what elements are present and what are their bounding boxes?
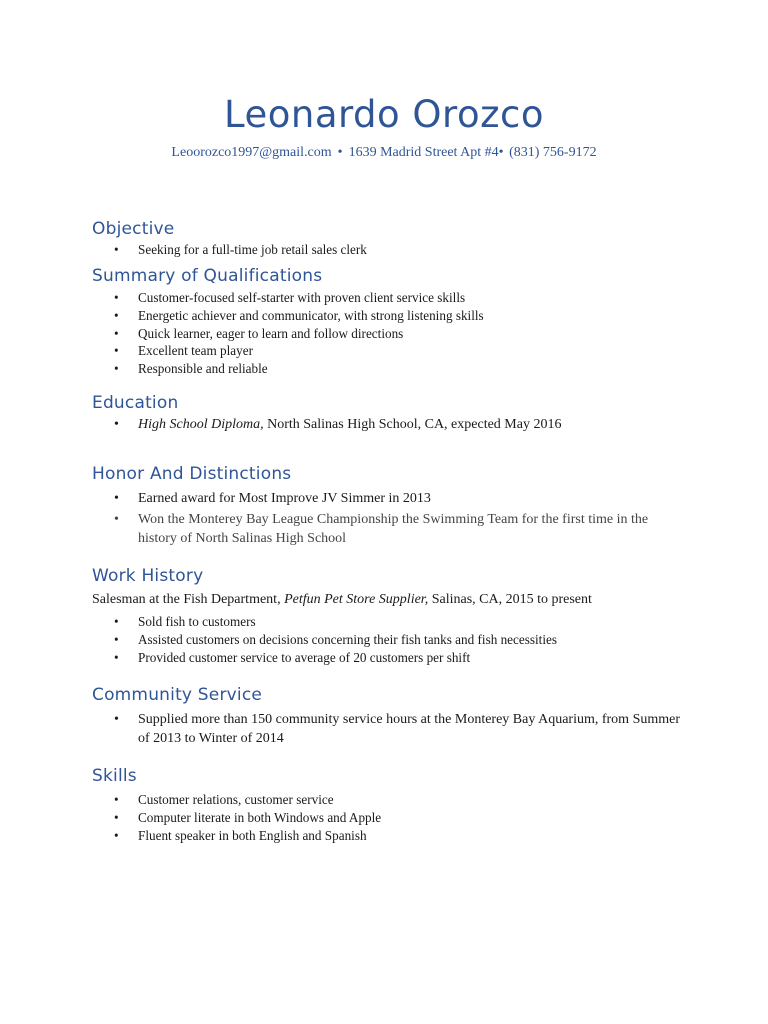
skills-list — [92, 791, 682, 844]
list-item: • Energetic achiever and communicator, with strong listening skills — [92, 307, 682, 325]
list-item: • Won the Monterey Bay League Championship the Swimming Team for the first time in the history of North Salinas High School — [92, 510, 682, 548]
work-position-line — [92, 592, 592, 608]
list-item: • Provided customer service to average of 20 customers per shift — [92, 649, 682, 667]
list-item: • Supplied more than 150 community service hours at the Monterey Bay Aquarium, from Summer of 2013 to Winter of 2014 — [92, 710, 682, 748]
work-position: Salesman at the Fish Department, — [92, 592, 285, 607]
section-title-work-history: Work History — [92, 566, 204, 586]
education-degree: High School Diploma, — [138, 417, 264, 432]
list-item: • Responsible and reliable — [92, 360, 682, 378]
list-item: • Excellent team player — [92, 342, 682, 360]
section-title-honors: Honor And Distinctions — [92, 464, 292, 484]
list-item: • Customer relations, customer service — [92, 791, 682, 809]
list-item — [92, 415, 682, 434]
education-details: North Salinas High School, CA, expected May 2016 — [263, 417, 562, 432]
work-list — [92, 613, 682, 666]
list-item: • Seeking for a full-time job retail sales clerk — [92, 241, 682, 259]
contact-line — [0, 145, 768, 161]
section-title-objective: Objective — [92, 219, 175, 239]
section-title-education: Education — [92, 393, 179, 413]
list-item: • Assisted customers on decisions concerning their fish tanks and fish necessities — [92, 631, 682, 649]
education-list — [92, 415, 682, 434]
honors-list — [92, 489, 682, 548]
list-item: • Sold fish to customers — [92, 613, 682, 631]
contact-separator: • — [498, 145, 504, 160]
contact-separator: • — [337, 145, 343, 160]
contact-email: Leoorozco1997@gmail.com — [171, 145, 332, 160]
work-location-dates: Salinas, CA, 2015 to present — [428, 592, 592, 607]
qualifications-list — [92, 289, 682, 378]
list-item: • Customer-focused self-starter with proven client service skills — [92, 289, 682, 307]
list-item: • Earned award for Most Improve JV Simmer in 2013 — [92, 489, 682, 508]
contact-phone: (831) 756-9172 — [509, 145, 597, 160]
resume-name: Leonardo Orozco — [224, 93, 544, 136]
section-title-community-service: Community Service — [92, 685, 263, 705]
list-item: • Fluent speaker in both English and Spanish — [92, 827, 682, 845]
section-title-qualifications: Summary of Qualifications — [92, 266, 323, 286]
contact-address: 1639 Madrid Street Apt #4 — [348, 145, 499, 160]
list-item: • Quick learner, eager to learn and follow directions — [92, 325, 682, 343]
list-item: • Computer literate in both Windows and Apple — [92, 809, 682, 827]
section-title-skills: Skills — [92, 766, 137, 786]
objective-list — [92, 241, 682, 259]
work-employer: Petfun Pet Store Supplier, — [284, 592, 429, 607]
community-list — [92, 710, 682, 748]
